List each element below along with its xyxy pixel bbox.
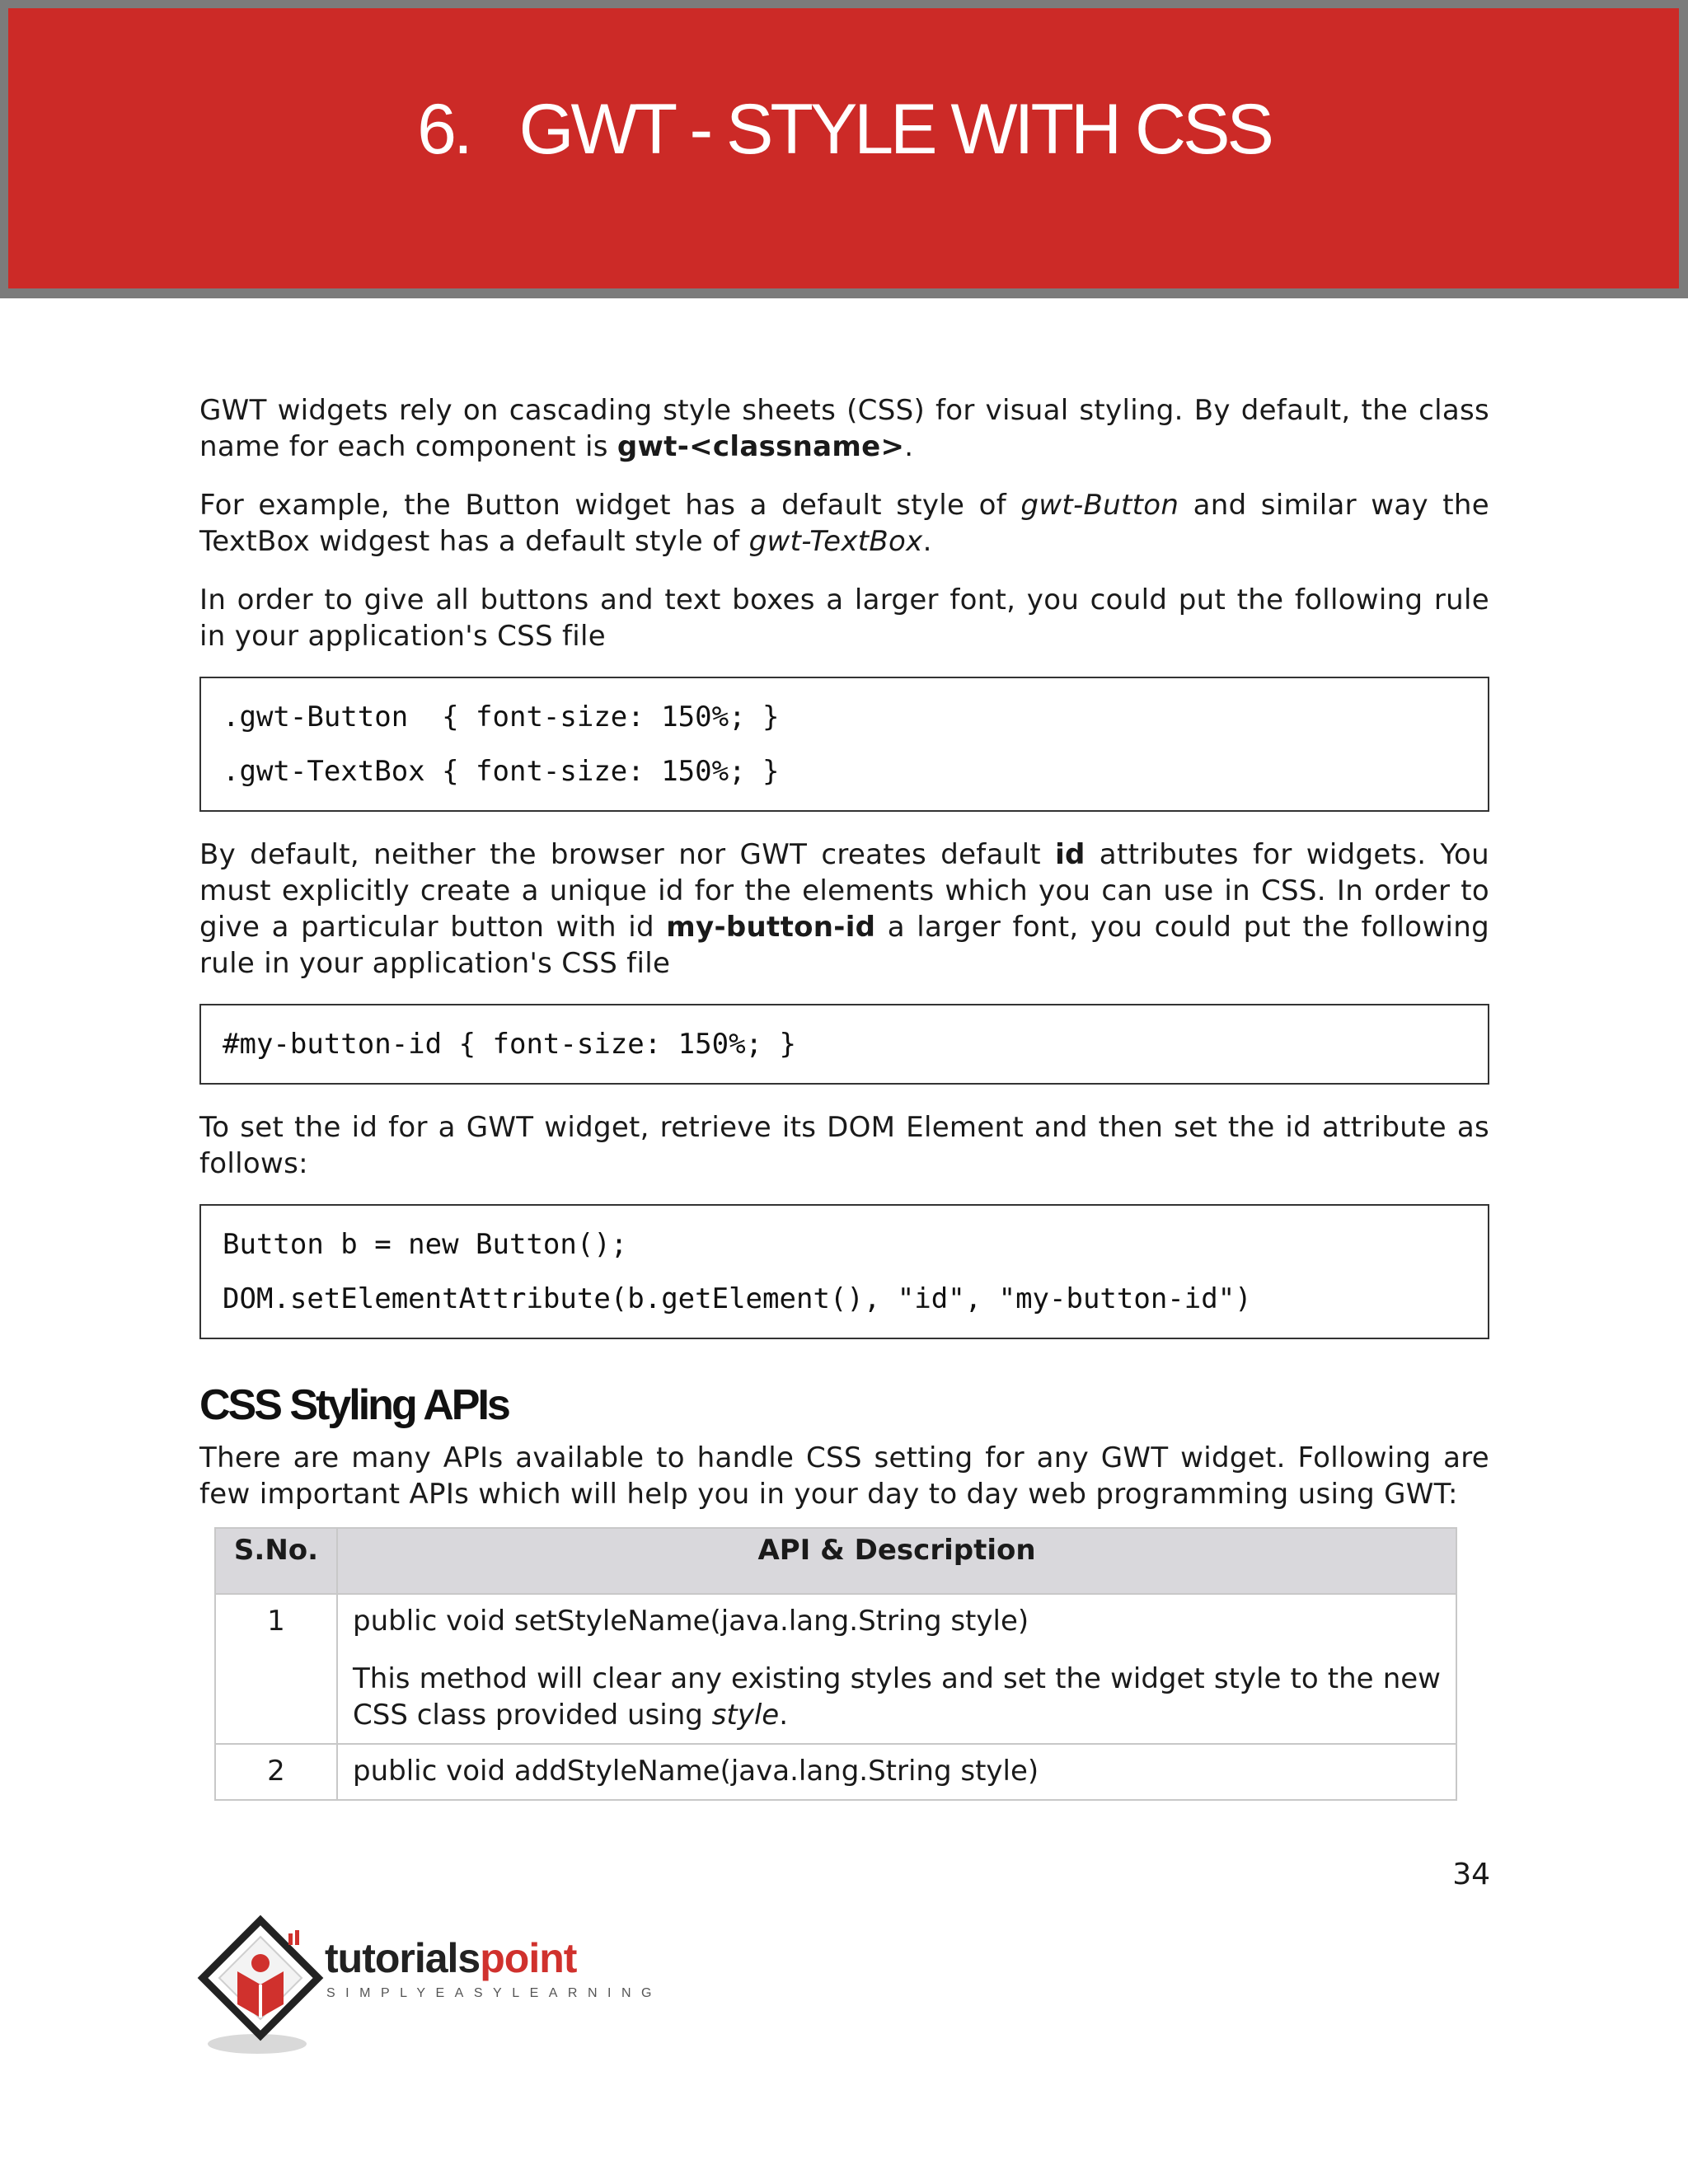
api-description: This method will clear any existing styles and set the widget style to the new CSS class provided using style.: [353, 1662, 1441, 1732]
logo-tagline: SIMPLYEASYLEARNING: [326, 1986, 662, 2000]
tutorialspoint-logo: [195, 1912, 662, 2060]
table-header-sno: S.No.: [215, 1528, 337, 1594]
page-content: [199, 392, 1489, 1801]
code-block-css-rules: [199, 677, 1489, 812]
section-heading: CSS Styling APIs: [199, 1381, 509, 1429]
set-id-paragraph: To set the id for a GWT widget, retrieve its DOM Element and then set the id attribute as follows:: [199, 1111, 1489, 1180]
gwt-button-italic: gwt-Button: [1020, 489, 1179, 522]
code-block-set-id: [199, 1204, 1489, 1339]
code-line: Button b = new Button();: [223, 1228, 628, 1261]
table-header-desc: API & Description: [337, 1528, 1456, 1594]
table-header-row: [215, 1528, 1456, 1594]
style-italic: style: [711, 1699, 780, 1732]
gwt-textbox-italic: gwt-TextBox: [748, 525, 923, 558]
my-button-id-bold: my-button-id: [666, 911, 876, 944]
code-line: .gwt-TextBox { font-size: 150%; }: [223, 755, 780, 788]
section-intro-paragraph: There are many APIs available to handle CSS setting for any GWT widget. Following are few important APIs which will help you in your day to day web programming using GWT:: [199, 1441, 1489, 1511]
code-line: #my-button-id { font-size: 150%; }: [223, 1028, 796, 1061]
table-row: [215, 1594, 1456, 1744]
intro-paragraph-1: GWT widgets rely on cascading style sheets (CSS) for visual styling. By default, the class name for each component is gwt-<classname>.: [199, 394, 1489, 463]
classname-bold: gwt-<classname>: [617, 430, 905, 463]
ids-paragraph: By default, neither the browser nor GWT creates default id attributes for widgets. You must explicitly create a unique id for the elements which you can use in CSS. In order to give a particular button with id my-button-id a larger font, you could put the following rule in your application's CSS file: [199, 838, 1489, 980]
table-cell-desc: [337, 1594, 1456, 1744]
table-cell-desc: [337, 1744, 1456, 1800]
intro-paragraph-3: In order to give all buttons and text boxes a larger font, you could put the following rule in your application's CSS file: [199, 583, 1489, 653]
logo-wordmark: tutorialspoint: [325, 1935, 577, 1981]
code-line: DOM.setElementAttribute(b.getElement(), "id", "my-button-id"): [223, 1282, 1252, 1315]
code-line: .gwt-Button { font-size: 150%; }: [223, 701, 780, 733]
api-signature: public void setStyleName(java.lang.String style): [353, 1605, 1029, 1638]
logo-emblem-icon: [195, 1912, 326, 2060]
table-cell-num: 2: [215, 1744, 337, 1800]
chapter-title: 6. GWT - STYLE WITH CSS: [417, 90, 1271, 169]
code-block-id-rule: [199, 1004, 1489, 1085]
chapter-banner: [0, 0, 1688, 298]
table-row: [215, 1744, 1456, 1800]
table-cell-num: 1: [215, 1594, 337, 1744]
intro-paragraph-2: For example, the Button widget has a default style of gwt-Button and similar way the TextBox widgest has a default style of gwt-TextBox.: [199, 489, 1489, 558]
api-table: [214, 1527, 1457, 1801]
api-signature: public void addStyleName(java.lang.String style): [353, 1755, 1039, 1788]
id-bold: id: [1055, 838, 1085, 871]
page-number: 34: [1452, 1858, 1490, 1891]
